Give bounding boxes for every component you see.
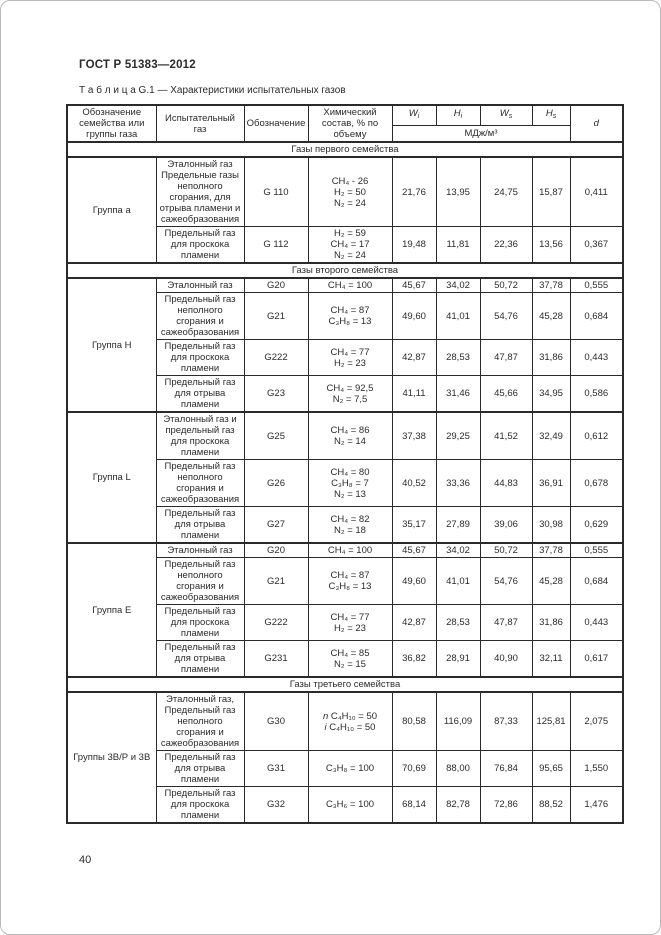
- gas-description-cell: Эталонный газ: [156, 543, 244, 558]
- value-d: 0,684: [570, 293, 623, 340]
- section-title: Газы третьего семейства: [67, 677, 623, 692]
- doc-number: ГОСТ Р 51383—2012: [79, 59, 196, 71]
- gas-designation-cell: G27: [244, 507, 308, 544]
- value-ws: 54,76: [480, 558, 532, 605]
- value-ws: 72,86: [480, 787, 532, 824]
- header-units: МДж/м³: [392, 125, 570, 142]
- value-ws: 44,83: [480, 460, 532, 507]
- composition-cell: H₂ = 59 CH₄ = 17 N₂ = 24: [308, 227, 392, 264]
- value-hs: 45,28: [532, 558, 570, 605]
- value-wi: 80,58: [392, 692, 436, 751]
- composition-cell: CH₄ = 87 C₃H₈ = 13: [308, 558, 392, 605]
- value-hi: 88,00: [436, 751, 480, 787]
- hi-base: H: [453, 108, 461, 120]
- value-d: 0,684: [570, 558, 623, 605]
- gas-designation-cell: G222: [244, 340, 308, 376]
- value-ws: 47,87: [480, 340, 532, 376]
- value-wi: 19,48: [392, 227, 436, 264]
- header-d: d: [570, 105, 623, 142]
- value-wi: 70,69: [392, 751, 436, 787]
- value-hs: 31,86: [532, 605, 570, 641]
- value-hi: 29,25: [436, 412, 480, 460]
- composition-cell: CH₄ = 82 N₂ = 18: [308, 507, 392, 544]
- gas-designation-cell: G222: [244, 605, 308, 641]
- gas-description-cell: Предельный газ для проскока пламени: [156, 227, 244, 264]
- section-row: [67, 263, 623, 278]
- value-wi: 42,87: [392, 605, 436, 641]
- composition-cell: CH₄ = 100: [308, 543, 392, 558]
- wi-base: W: [408, 108, 418, 120]
- value-hs: 34,95: [532, 376, 570, 413]
- gas-description-cell: Предельный газ для проскока пламени: [156, 605, 244, 641]
- value-ws: 39,06: [480, 507, 532, 544]
- value-hi: 116,09: [436, 692, 480, 751]
- gas-designation-cell: G20: [244, 543, 308, 558]
- value-ws: 22,36: [480, 227, 532, 264]
- value-hs: 37,78: [532, 543, 570, 558]
- value-hi: 41,01: [436, 558, 480, 605]
- gas-designation-cell: G26: [244, 460, 308, 507]
- composition-cell: C₃H₆ = 100: [308, 787, 392, 824]
- value-wi: 21,76: [392, 157, 436, 227]
- table-body: [67, 142, 623, 823]
- header-ws: [480, 105, 532, 125]
- section-title: Газы второго семейства: [67, 263, 623, 278]
- value-wi: 68,14: [392, 787, 436, 824]
- value-hi: 34,02: [436, 543, 480, 558]
- gas-description-cell: Предельный газ для проскока пламени: [156, 787, 244, 824]
- value-hs: 45,28: [532, 293, 570, 340]
- gas-description-cell: Эталонный газ: [156, 278, 244, 293]
- value-hs: 13,56: [532, 227, 570, 264]
- value-hi: 82,78: [436, 787, 480, 824]
- wi-sub: i: [417, 113, 420, 121]
- gas-description-cell: Предельный газ для проскока пламени: [156, 340, 244, 376]
- value-ws: 87,33: [480, 692, 532, 751]
- value-d: 1,476: [570, 787, 623, 824]
- table-row: [67, 543, 623, 558]
- ws-sub: s: [508, 113, 513, 121]
- table-row: [67, 278, 623, 293]
- gas-description-cell: Эталонный газ Предельные газы неполного сгорания, для отрыва пламени и сажеобразования: [156, 157, 244, 227]
- table-row: [67, 692, 623, 751]
- value-ws: 50,72: [480, 543, 532, 558]
- value-hs: 36,91: [532, 460, 570, 507]
- hi-sub: i: [460, 113, 463, 121]
- value-hs: 88,52: [532, 787, 570, 824]
- gas-description-cell: Предельный газ неполного сгорания и сажеобразования: [156, 558, 244, 605]
- group-name: Группы 3В/Р и 3В: [67, 692, 156, 823]
- hs-sub: s: [552, 113, 557, 121]
- value-hi: 33,36: [436, 460, 480, 507]
- composition-cell: CH₄ = 77 H₂ = 23: [308, 340, 392, 376]
- composition-cell: CH₄ = 87 C₃H₈ = 13: [308, 293, 392, 340]
- header-test-gas: Испытательный газ: [156, 105, 244, 142]
- gas-description-cell: Эталонный газ и предельный газ для проскока пламени: [156, 412, 244, 460]
- page-number: 40: [79, 854, 92, 866]
- gas-description-cell: Предельный газ для отрыва пламени: [156, 751, 244, 787]
- value-ws: 47,87: [480, 605, 532, 641]
- value-ws: 76,84: [480, 751, 532, 787]
- gas-designation-cell: G20: [244, 278, 308, 293]
- value-d: 0,367: [570, 227, 623, 264]
- value-d: 0,411: [570, 157, 623, 227]
- composition-cell: CH₄ = 85 N₂ = 15: [308, 641, 392, 678]
- value-hi: 28,91: [436, 641, 480, 678]
- value-ws: 24,75: [480, 157, 532, 227]
- value-hs: 15,87: [532, 157, 570, 227]
- header-designation: Обозначение: [244, 105, 308, 142]
- value-wi: 45,67: [392, 543, 436, 558]
- header-row-1: [67, 105, 623, 125]
- value-wi: 40,52: [392, 460, 436, 507]
- composition-cell: C₃H₈ = 100: [308, 751, 392, 787]
- composition-cell: CH₄ = 86 N₂ = 14: [308, 412, 392, 460]
- header-wi: [392, 105, 436, 125]
- group-name: Группа L: [67, 412, 156, 543]
- gas-description-cell: Эталонный газ, Предельный газ неполного сгорания и сажеобразования: [156, 692, 244, 751]
- value-wi: 36,82: [392, 641, 436, 678]
- header-composition: Химический состав, % по объему: [308, 105, 392, 142]
- composition-cell: CH₄ - 26 H₂ = 50 N₂ = 24: [308, 157, 392, 227]
- value-ws: 50,72: [480, 278, 532, 293]
- gas-description-cell: Предельный газ для отрыва пламени: [156, 507, 244, 544]
- value-hs: 37,78: [532, 278, 570, 293]
- value-d: 0,443: [570, 605, 623, 641]
- value-hs: 32,11: [532, 641, 570, 678]
- header-hi: [436, 105, 480, 125]
- value-d: 0,678: [570, 460, 623, 507]
- value-hi: 31,46: [436, 376, 480, 413]
- value-wi: 42,87: [392, 340, 436, 376]
- value-wi: 45,67: [392, 278, 436, 293]
- group-name: Группа Е: [67, 543, 156, 677]
- table-row: [67, 412, 623, 460]
- gas-description-cell: Предельный газ для отрыва пламени: [156, 641, 244, 678]
- gas-designation-cell: G21: [244, 558, 308, 605]
- gas-designation-cell: G231: [244, 641, 308, 678]
- value-wi: 41,11: [392, 376, 436, 413]
- value-hi: 34,02: [436, 278, 480, 293]
- composition-cell: n C₄H₁₀ = 50 i C₄H₁₀ = 50: [308, 692, 392, 751]
- composition-cell: CH₄ = 77 H₂ = 23: [308, 605, 392, 641]
- value-hi: 28,53: [436, 340, 480, 376]
- value-d: 0,617: [570, 641, 623, 678]
- gas-description-cell: Предельный газ неполного сгорания и сажеобразования: [156, 293, 244, 340]
- value-d: 0,586: [570, 376, 623, 413]
- header-hs: [532, 105, 570, 125]
- value-hs: 30,98: [532, 507, 570, 544]
- gas-designation-cell: G 110: [244, 157, 308, 227]
- composition-cell: CH₄ = 100: [308, 278, 392, 293]
- section-title: Газы первого семейства: [67, 142, 623, 157]
- value-ws: 40,90: [480, 641, 532, 678]
- value-wi: 35,17: [392, 507, 436, 544]
- value-hi: 13,95: [436, 157, 480, 227]
- value-wi: 49,60: [392, 558, 436, 605]
- value-d: 0,555: [570, 278, 623, 293]
- section-row: [67, 142, 623, 157]
- table-caption: Т а б л и ц а G.1 — Характеристики испытательных газов: [79, 85, 346, 96]
- gas-designation-cell: G31: [244, 751, 308, 787]
- value-d: 0,443: [570, 340, 623, 376]
- gas-designation-cell: G32: [244, 787, 308, 824]
- table-row: [67, 157, 623, 227]
- section-row: [67, 677, 623, 692]
- group-name: Группа Н: [67, 278, 156, 412]
- value-ws: 41,52: [480, 412, 532, 460]
- gas-description-cell: Предельный газ неполного сгорания и сажеобразования: [156, 460, 244, 507]
- hs-base: H: [545, 108, 553, 120]
- composition-cell: CH₄ = 80 C₃H₈ = 7 N₂ = 13: [308, 460, 392, 507]
- value-wi: 49,60: [392, 293, 436, 340]
- gas-characteristics-table: [66, 104, 624, 824]
- group-name: Группа а: [67, 157, 156, 263]
- value-hi: 27,89: [436, 507, 480, 544]
- gas-designation-cell: G23: [244, 376, 308, 413]
- gas-designation-cell: G 112: [244, 227, 308, 264]
- composition-cell: CH₄ = 92,5 N₂ = 7,5: [308, 376, 392, 413]
- value-d: 2,075: [570, 692, 623, 751]
- value-hs: 95,65: [532, 751, 570, 787]
- value-d: 0,555: [570, 543, 623, 558]
- value-wi: 37,38: [392, 412, 436, 460]
- gas-designation-cell: G25: [244, 412, 308, 460]
- value-d: 1,550: [570, 751, 623, 787]
- gas-description-cell: Предельный газ для отрыва пламени: [156, 376, 244, 413]
- value-hi: 41,01: [436, 293, 480, 340]
- value-hs: 32,49: [532, 412, 570, 460]
- ws-base: W: [499, 108, 509, 120]
- value-hi: 11,81: [436, 227, 480, 264]
- value-hi: 28,53: [436, 605, 480, 641]
- value-d: 0,629: [570, 507, 623, 544]
- value-ws: 54,76: [480, 293, 532, 340]
- value-ws: 45,66: [480, 376, 532, 413]
- gas-designation-cell: G21: [244, 293, 308, 340]
- value-d: 0,612: [570, 412, 623, 460]
- value-hs: 31,86: [532, 340, 570, 376]
- header-family: Обозначение семейства или группы газа: [67, 105, 156, 142]
- gas-designation-cell: G30: [244, 692, 308, 751]
- value-hs: 125,81: [532, 692, 570, 751]
